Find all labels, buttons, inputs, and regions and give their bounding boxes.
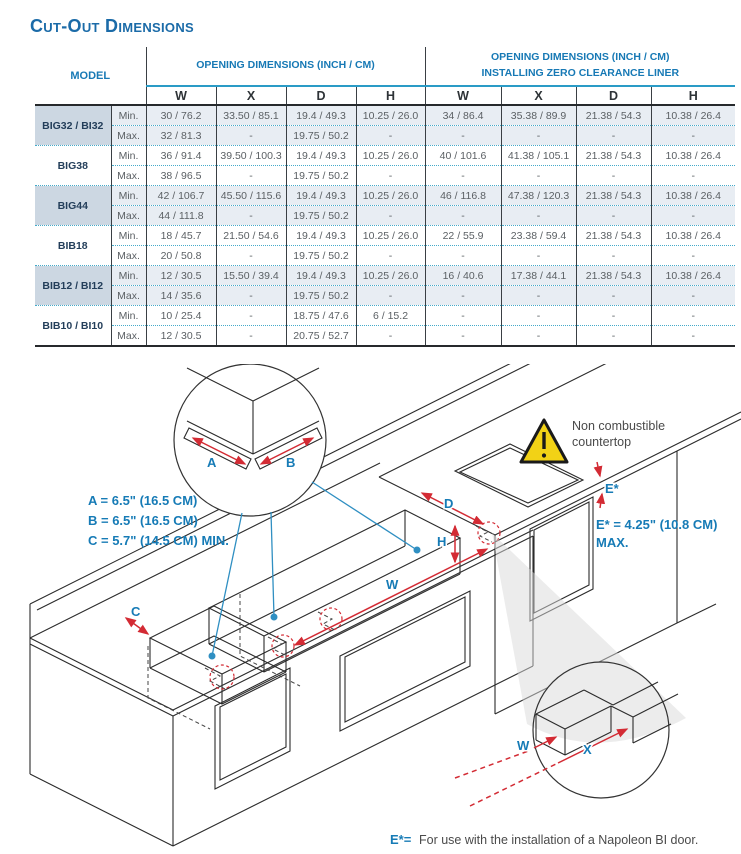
dimension-cell: - — [356, 126, 425, 146]
dimension-cell: - — [216, 286, 286, 306]
dimension-cell: 30 / 76.2 — [146, 105, 216, 126]
dimensions-table — [35, 47, 735, 347]
dimension-cell: 19.4 / 49.3 — [286, 146, 356, 166]
dimension-cell: - — [651, 166, 735, 186]
dimension-cell: 10.38 / 26.4 — [651, 266, 735, 286]
dimension-cell: 21.50 / 54.6 — [216, 226, 286, 246]
dimension-cell: - — [425, 286, 501, 306]
table-row — [35, 306, 735, 326]
dimension-cell: 42 / 106.7 — [146, 186, 216, 206]
dim-e-value-line1: E* = 4.25" (10.8 CM) — [596, 517, 718, 532]
group2-header — [425, 47, 735, 86]
dimension-cell: 6 / 15.2 — [356, 306, 425, 326]
dimension-cell: 19.4 / 49.3 — [286, 186, 356, 206]
dimension-cell: 10.25 / 26.0 — [356, 226, 425, 246]
model-cell: BIB12 / BI12 — [35, 266, 111, 306]
dimension-cell: - — [216, 126, 286, 146]
dimension-cell: 21.38 / 54.3 — [576, 105, 651, 126]
e-dim-label: E* — [605, 481, 619, 496]
dimension-cell: - — [576, 206, 651, 226]
dim-a-value: A = 6.5" (16.5 CM) — [88, 493, 198, 508]
dimension-cell: 10 / 25.4 — [146, 306, 216, 326]
model-cell: BIB18 — [57, 239, 88, 252]
col-header-w: W — [146, 86, 216, 105]
dimension-cell: 10.25 / 26.0 — [356, 105, 425, 126]
minmax-label: Min. — [111, 146, 146, 166]
table-row — [35, 246, 735, 266]
col-header-h2: H — [651, 86, 735, 105]
dimension-cell: 12 / 30.5 — [146, 266, 216, 286]
dimension-cell: 21.38 / 54.3 — [576, 186, 651, 206]
dimension-cell: 14 / 35.6 — [146, 286, 216, 306]
dim-b-value: B = 6.5" (16.5 CM) — [88, 513, 198, 528]
group1-header-label: OPENING DIMENSIONS (INCH / CM) — [196, 59, 375, 72]
dimension-cell: - — [356, 286, 425, 306]
dimension-cell: 35.38 / 89.9 — [501, 105, 576, 126]
minmax-label: Min. — [111, 186, 146, 206]
minmax-label: Max. — [111, 166, 146, 186]
dimension-cell: 36 / 91.4 — [146, 146, 216, 166]
d-dim-label: D — [444, 496, 454, 511]
model-cell: BIB10 / BI10 — [42, 319, 104, 332]
dimension-cell: 40 / 101.6 — [425, 146, 501, 166]
dimension-cell: - — [356, 246, 425, 266]
dimension-cell: 10.25 / 26.0 — [356, 146, 425, 166]
dimension-cell: 32 / 81.3 — [146, 126, 216, 146]
dimension-cell: 20 / 50.8 — [146, 246, 216, 266]
dimension-cell: 33.50 / 85.1 — [216, 105, 286, 126]
page-title: Cut-Out Dimensions — [30, 16, 195, 36]
dimension-cell: 19.4 / 49.3 — [286, 226, 356, 246]
warning-text-line2: countertop — [572, 435, 632, 449]
dimension-cell: 20.75 / 52.7 — [286, 326, 356, 347]
table-row — [35, 126, 735, 146]
dimension-cell: 10.38 / 26.4 — [651, 186, 735, 206]
col-header-d: D — [286, 86, 356, 105]
w-dim-label: W — [386, 577, 399, 592]
dimension-cell: - — [425, 206, 501, 226]
table-row — [35, 186, 735, 206]
step-w-label: W — [517, 738, 530, 753]
table-body — [35, 105, 735, 346]
group2-header-line2: INSTALLING ZERO CLEARANCE LINER — [481, 67, 680, 79]
dimension-cell: 19.75 / 50.2 — [286, 166, 356, 186]
warning-icon — [521, 420, 567, 462]
minmax-label: Max. — [111, 286, 146, 306]
group2-header-line1: OPENING DIMENSIONS (INCH / CM) — [491, 51, 670, 64]
dimension-cell: - — [356, 166, 425, 186]
dimension-cell: 10.25 / 26.0 — [356, 266, 425, 286]
dimension-cell: 19.75 / 50.2 — [286, 246, 356, 266]
dimension-cell: 21.38 / 54.3 — [576, 226, 651, 246]
table-row — [35, 326, 735, 347]
dimension-cell: - — [651, 326, 735, 347]
corner-b-label: B — [286, 455, 296, 470]
dimension-cell: 46 / 116.8 — [425, 186, 501, 206]
table-row — [35, 266, 735, 286]
dimension-cell: - — [651, 206, 735, 226]
footnote-prefix: E*= — [390, 832, 412, 847]
dimension-cell: - — [216, 246, 286, 266]
dimension-cell: 17.38 / 44.1 — [501, 266, 576, 286]
dimension-cell: - — [651, 126, 735, 146]
dimension-cell: 10.38 / 26.4 — [651, 226, 735, 246]
table-row — [35, 206, 735, 226]
model-cell: BIG44 — [35, 186, 111, 226]
c-dim-label: C — [131, 604, 141, 619]
dimension-cell: 41.38 / 105.1 — [501, 146, 576, 166]
minmax-label: Max. — [111, 126, 146, 146]
dimension-cell: - — [501, 306, 576, 326]
footnote-text: For use with the installation of a Napoleon BI door. — [419, 833, 699, 847]
dimension-cell: 44 / 111.8 — [146, 206, 216, 226]
dimension-cell: - — [216, 206, 286, 226]
dimension-cell: - — [356, 326, 425, 347]
dimension-cell: - — [651, 246, 735, 266]
dimension-cell: - — [576, 326, 651, 347]
dimension-cell: - — [576, 166, 651, 186]
table-row — [35, 146, 735, 166]
model-cell: BIG32 / BI32 — [35, 105, 111, 146]
dimension-cell: - — [216, 326, 286, 347]
dimension-cell: - — [356, 206, 425, 226]
dim-c-value: C = 5.7" (14.5 CM) MIN. — [88, 533, 229, 548]
minmax-label: Max. — [111, 326, 146, 347]
col-header-w2: W — [425, 86, 501, 105]
group1-header — [146, 47, 425, 86]
dimension-cell: - — [425, 246, 501, 266]
dimension-cell: 23.38 / 59.4 — [501, 226, 576, 246]
minmax-label: Max. — [111, 246, 146, 266]
cutout-diagram — [0, 364, 741, 854]
dimension-cell: 10.25 / 26.0 — [356, 186, 425, 206]
table-row — [35, 226, 735, 246]
dimension-cell: 45.50 / 115.6 — [216, 186, 286, 206]
table-row — [35, 286, 735, 306]
dimension-cell: - — [576, 306, 651, 326]
dimension-cell: 39.50 / 100.3 — [216, 146, 286, 166]
minmax-label: Min. — [111, 266, 146, 286]
dimension-cell: 19.75 / 50.2 — [286, 126, 356, 146]
dimension-cell: 15.50 / 39.4 — [216, 266, 286, 286]
dimension-cell: - — [501, 246, 576, 266]
dimension-cell: - — [216, 306, 286, 326]
dimension-cell: 19.75 / 50.2 — [286, 286, 356, 306]
dimension-cell: - — [576, 286, 651, 306]
hidden-lines — [148, 526, 492, 729]
minmax-label: Min. — [111, 105, 146, 126]
step-x-label: X — [583, 742, 592, 757]
dimension-cell: 38 / 96.5 — [146, 166, 216, 186]
dimension-cell: 19.75 / 50.2 — [286, 206, 356, 226]
dimension-cell: - — [425, 126, 501, 146]
dimension-cell: - — [501, 326, 576, 347]
dimension-cell: 21.38 / 54.3 — [576, 266, 651, 286]
dimension-cell: - — [425, 166, 501, 186]
dimension-cell: 10.38 / 26.4 — [651, 105, 735, 126]
model-header: MODEL — [35, 47, 146, 105]
dimension-cell: - — [501, 126, 576, 146]
minmax-label: Min. — [111, 306, 146, 326]
model-cell: BIG38 — [57, 159, 88, 172]
dimension-cell: - — [425, 326, 501, 347]
table-row — [35, 105, 735, 126]
col-header-h: H — [356, 86, 425, 105]
col-header-x2: X — [501, 86, 576, 105]
dimension-cell: - — [501, 206, 576, 226]
dimension-cell: - — [216, 166, 286, 186]
warning-text-line1: Non combustible — [572, 419, 666, 433]
corner-a-label: A — [207, 455, 217, 470]
dimension-cell: - — [425, 306, 501, 326]
dimension-cell: 10.38 / 26.4 — [651, 146, 735, 166]
dimension-cell: 16 / 40.6 — [425, 266, 501, 286]
dimension-cell: 12 / 30.5 — [146, 326, 216, 347]
dimension-cell: - — [576, 126, 651, 146]
h-dim-label: H — [437, 534, 447, 549]
minmax-label: Min. — [111, 226, 146, 246]
dimension-cell: - — [651, 306, 735, 326]
table-header-row — [35, 47, 735, 86]
col-header-x: X — [216, 86, 286, 105]
dimension-cell: - — [576, 246, 651, 266]
dim-e-value-line2: MAX. — [596, 535, 629, 550]
dimension-cell: 19.4 / 49.3 — [286, 105, 356, 126]
dimension-cell: 22 / 55.9 — [425, 226, 501, 246]
dimension-cell: 18.75 / 47.6 — [286, 306, 356, 326]
minmax-label: Max. — [111, 206, 146, 226]
notch-highlight-circles — [210, 522, 500, 689]
dimension-cell: 34 / 86.4 — [425, 105, 501, 126]
table-row — [35, 166, 735, 186]
dimension-cell: 21.38 / 54.3 — [576, 146, 651, 166]
dimension-cell: - — [501, 166, 576, 186]
dimension-cell: 19.4 / 49.3 — [286, 266, 356, 286]
dimension-cell: 18 / 45.7 — [146, 226, 216, 246]
col-header-d2: D — [576, 86, 651, 105]
dimension-cell: 47.38 / 120.3 — [501, 186, 576, 206]
dimension-cell: - — [651, 286, 735, 306]
dimension-cell: - — [501, 286, 576, 306]
